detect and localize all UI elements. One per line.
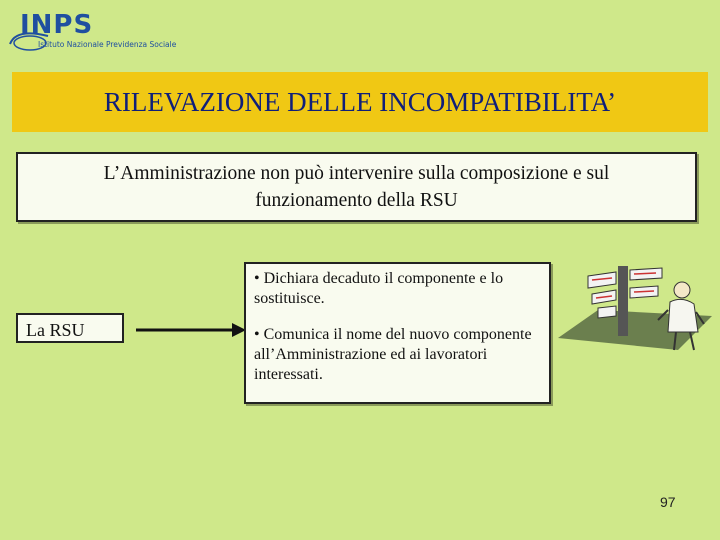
info-line-2: funzionamento della RSU — [255, 190, 458, 211]
page-title: RILEVAZIONE DELLE INCOMPATIBILITA’ — [103, 86, 617, 117]
rsu-label-box — [16, 313, 124, 343]
page-number: 97 — [660, 494, 676, 510]
rsu-label: La RSU — [26, 320, 85, 340]
arrow-right-icon — [136, 318, 248, 342]
logo-name: INPS — [20, 10, 94, 40]
logo-subtitle: Istituto Nazionale Previdenza Sociale — [38, 40, 177, 49]
actions-box — [244, 262, 551, 404]
signpost-person-clipart-icon — [558, 258, 712, 364]
inps-logo — [8, 6, 178, 56]
title-bar — [12, 72, 708, 132]
action-item-1: • Dichiara decaduto il componente e lo sostituisce. — [254, 270, 504, 307]
info-line-1: L’Amministrazione non può intervenire sulla composizione e sul — [103, 163, 610, 184]
info-box — [16, 152, 697, 222]
action-item-2: • Comunica il nome del nuovo componente all’Amministrazione ed ai lavoratori interessati. — [254, 326, 532, 383]
